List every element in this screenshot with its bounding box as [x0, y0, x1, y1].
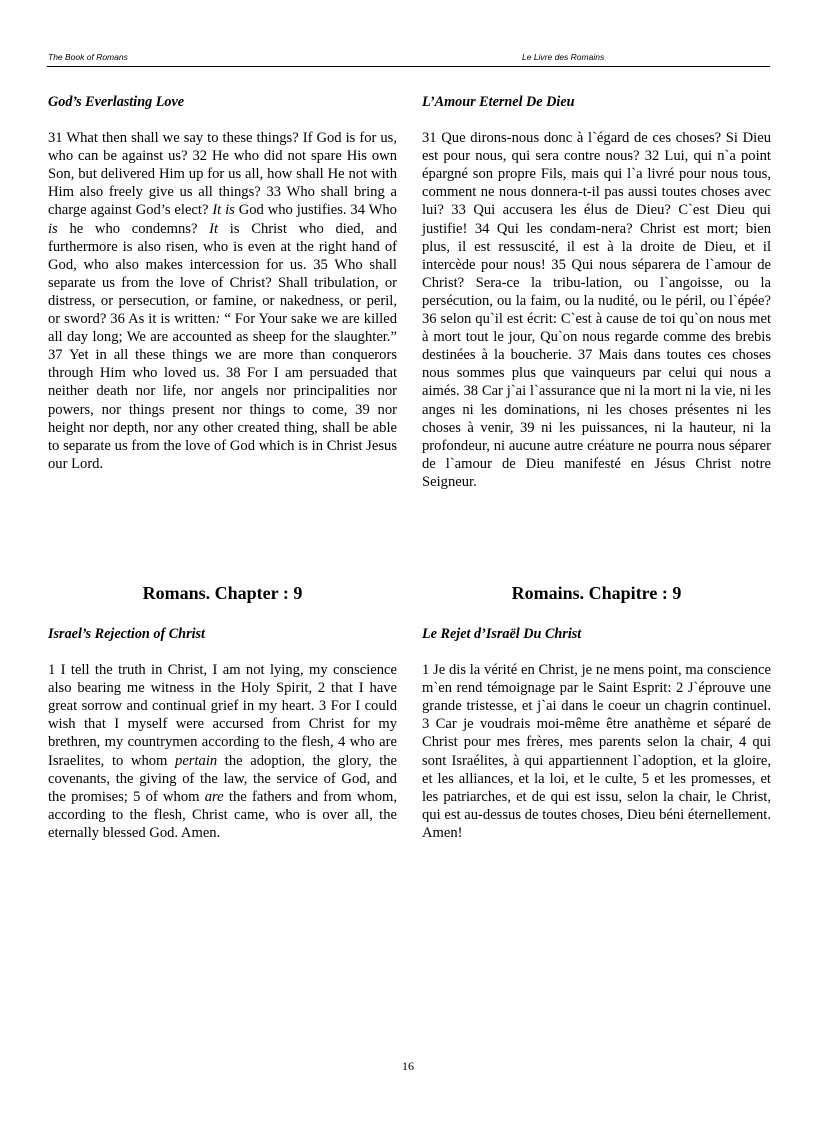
italic-text: : — [215, 311, 221, 328]
chapter-title-fr: Romains. Chapitre : 9 — [511, 583, 682, 603]
italic-text: are — [204, 788, 224, 805]
text-run: is Christ who died, and furthermore is also risen, who is even at the right hand of God, who also makes intercession for us. 35 Who shall separate us from the love of Christ? Shall tribulation, or distress, or persecution, or famine, or nakedness, or peril, or sword? 36 As it is written — [48, 220, 397, 328]
section-body — [48, 661, 397, 842]
text-run: he who condemns? — [57, 220, 210, 237]
text-run: God who justifies. 34 Who — [234, 202, 397, 219]
page-number: 16 — [402, 1059, 414, 1073]
text-run: the adoption, the glory, the covenants, the giving of the law, the service of God — [48, 752, 397, 787]
italic-text: It — [209, 220, 219, 237]
text-run: the fathers and from whom, according to the flesh, Christ came — [48, 788, 397, 823]
text-run: and the promises; 5 of whom — [48, 770, 397, 805]
section-heading: Israel’s Rejection of Christ — [48, 626, 205, 642]
text-run: “ For Your sake we are killed all day long; We are accounted as sheep for the slaughter.” 37 Yet in all these things we are more than conquerors through Him who loved us. 38 For I am persuaded that neither death nor life, nor angels nor principalities nor powers, nor things present nor things to come, 39 nor height nor depth, nor any other created thing, shall be able to separate us from the love of God which is in Christ Jesus our Lord. — [48, 311, 398, 472]
italic-text: , — [366, 770, 371, 787]
section-fr-romains-8 — [422, 93, 771, 491]
section-heading: L’Amour Eternel De Dieu — [422, 94, 575, 110]
section-en-romans-9 — [48, 625, 397, 842]
text-run: 1 Je dis la vérité en Christ, je ne mens point, ma conscience m`en rend témoignage par le Saint Esprit: 2 J`éprouve une grande tristesse, et j`ai dans le coeur un chagrin continuel. 3 Car je voudrais moi-même être anathème et séparé de Christ pour mes frères, mes parents selon la chair, 4 qui sont Israélites, à qui appartiennent l`adoption, et la gloire, et les alliances, et la loi, et le culte, 5 et les promesses, et les patriarches, et de qui est issu, selon la chair, le Christ, qui est au-dessus de toutes choses, Dieu béni éternellement. Amen! — [422, 662, 771, 841]
header-right: Le Livre des Romains — [522, 52, 605, 62]
section-en-romans-8 — [48, 93, 397, 473]
header-left: The Book of Romans — [48, 52, 128, 62]
text-run: 1 I tell the truth in Christ, I am not lying, my conscience also bearing me witness in the Holy Spirit, 2 that I have great sorrow and continual grief in my heart. 3 For I could wish that I myself were accursed from Christ for my brethren, my countrymen according to the flesh, 4 who are Israelites, to whom — [48, 662, 397, 769]
section-heading: Le Rejet d’Israël Du Christ — [422, 626, 582, 642]
italic-text: It is — [212, 202, 235, 219]
section-fr-romains-9 — [422, 625, 771, 842]
section-body — [48, 129, 397, 473]
chapter-title-en: Romans. Chapter : 9 — [142, 583, 303, 603]
section-body — [422, 129, 771, 491]
italic-text: pertain — [175, 752, 218, 769]
text-run: 31 What then shall we say to these things? If God is for us, who can be against us? 32 He who did not spare His own Son, but delivered Him up for us all, how shall He not with Him also freely give us all things? 33 Who shall bring a charge against God’s elect? — [48, 130, 397, 219]
running-header — [47, 52, 770, 67]
text-run: who is over all, the eternally blessed God. Amen. — [48, 806, 398, 841]
italic-text: , — [264, 806, 269, 823]
section-heading: God’s Everlasting Love — [48, 94, 185, 110]
text-run: 31 Que dirons-nous donc à l`égard de ces choses? Si Dieu est pour nous, qui sera contre nous? 32 Lui, qui n`a point épargné son propre Fils, mais qui l`a livré pour nous tous, comment ne nous donnera-t-il pas aussi toutes choses avec lui? 33 Qui accusera les élus de Dieu? C`est Dieu qui justifie! 34 Qui les condam-nera? Christ est mort; bien plus, il est ressuscité, il est à la droite de Dieu, et il intercède pour nous! 35 Qui nous séparera de l`amour de Christ? Sera-ce la tribu-lation, ou l`angoisse, ou la persécution, ou la faim, ou la nudité, ou le péril, ou l`épée? 36 selon qu`il est écrit: C`est à cause de toi qu`on nous met à mort tout le jour, Qu`on nous regarde comme des brebis destinées à la boucherie. 37 Mais dans toutes ces choses nous sommes plus que vainqueurs par celui qui nous a aimés. 38 Car j`ai l`assurance que ni la mort ni la vie, ni les anges ni les dominations, ni les choses présentes ni les choses à venir, 39 ni les puissances, ni la hauteur, ni la profondeur, ni aucune autre créature ne pourra nous séparer de l`amour de Dieu manifesté en Jésus Christ notre Seigneur. — [422, 130, 771, 490]
italic-text: is — [48, 220, 58, 237]
section-body — [422, 661, 771, 842]
